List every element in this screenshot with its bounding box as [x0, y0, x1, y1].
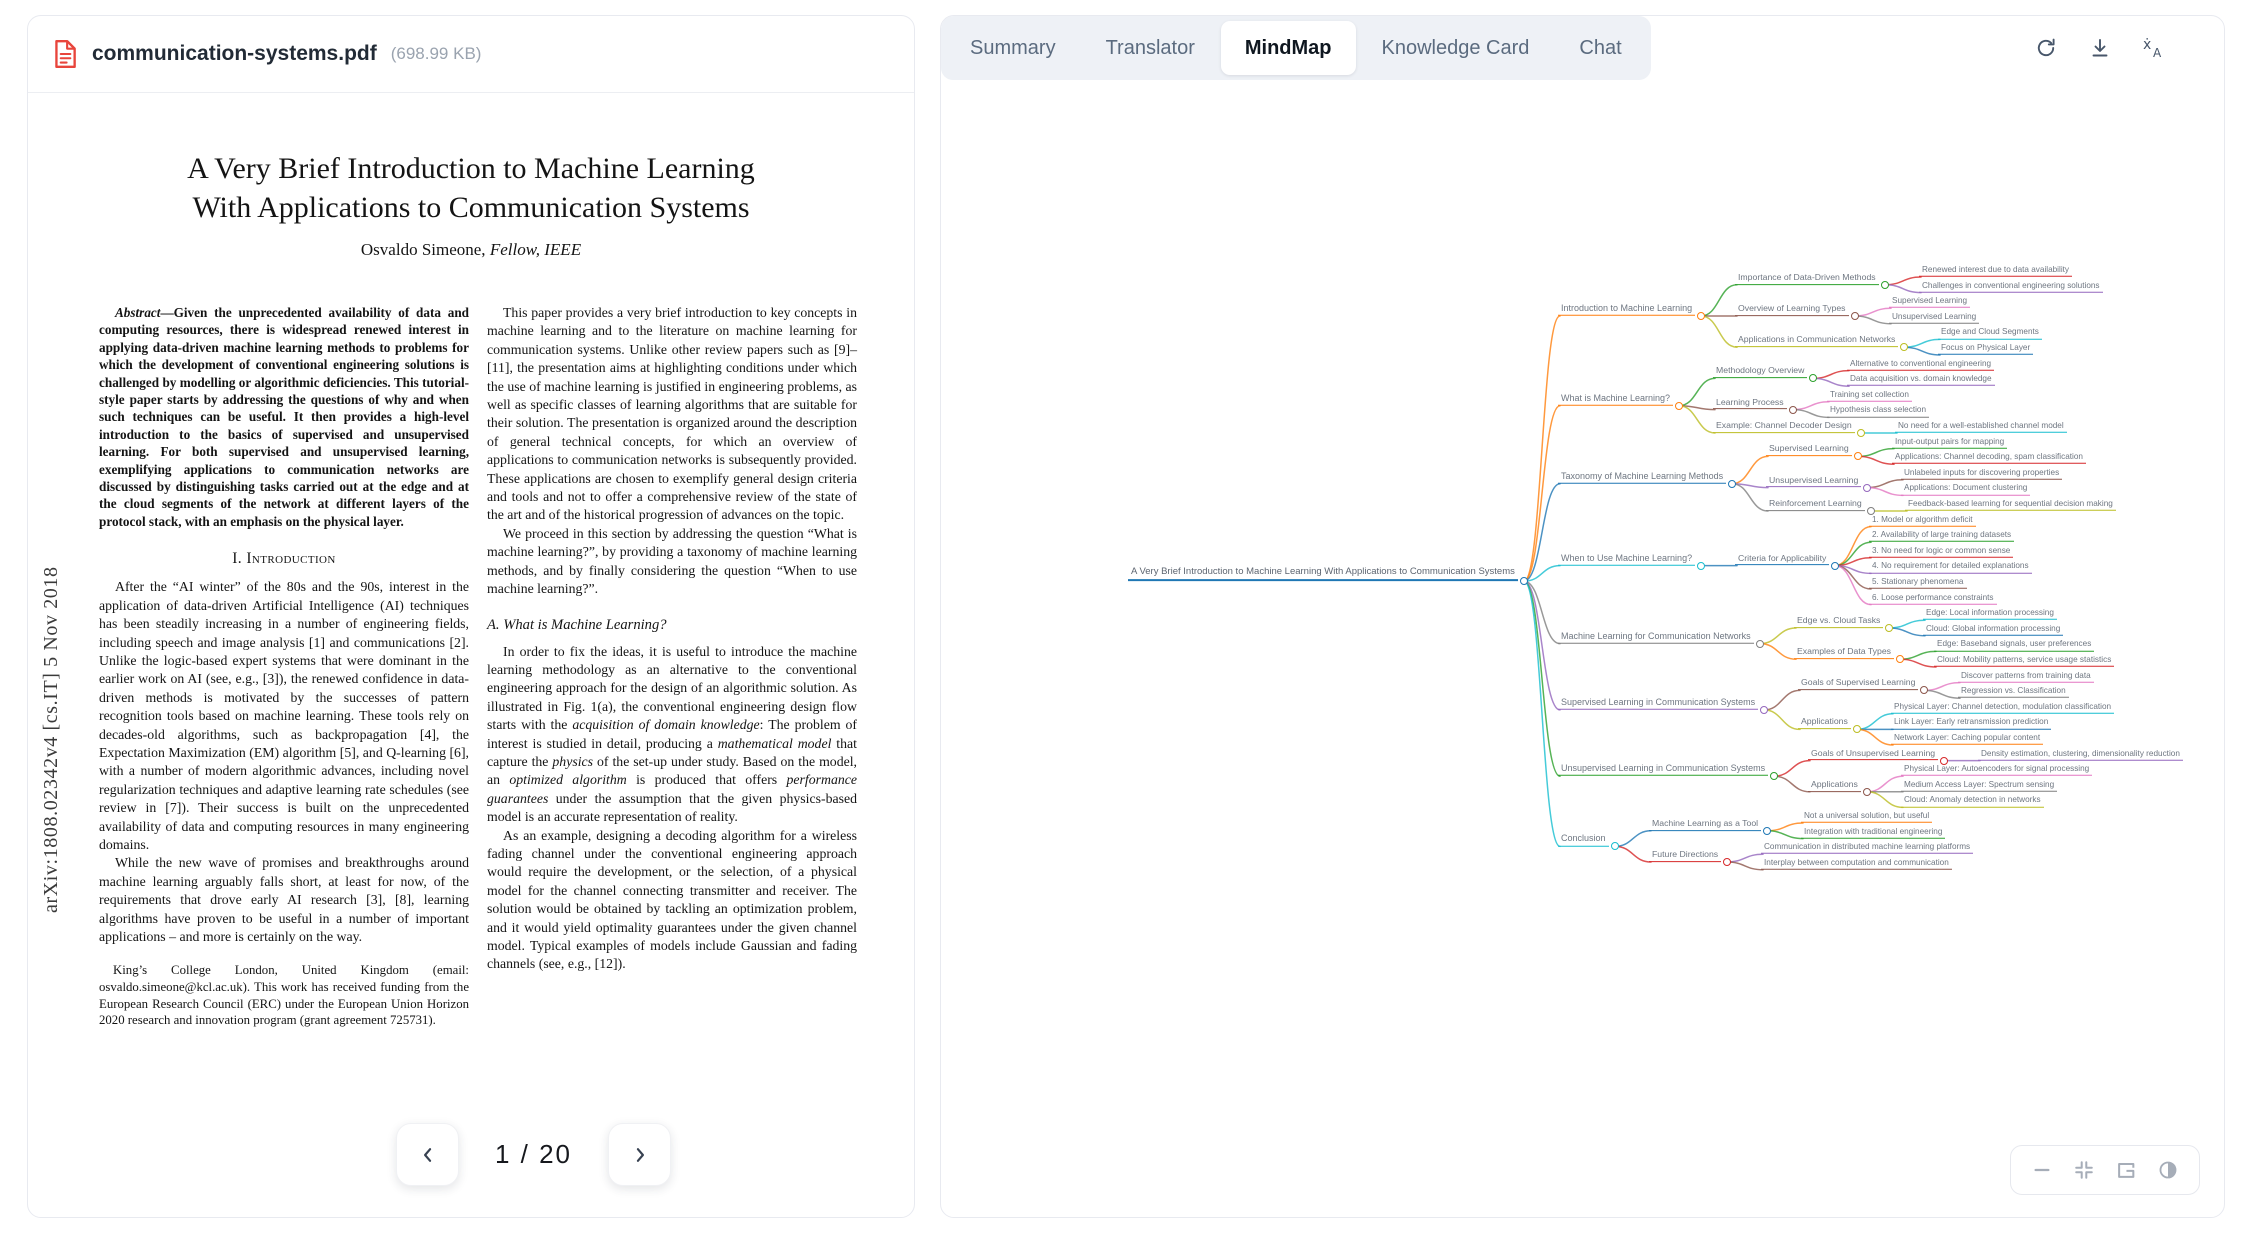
- mindmap-node[interactable]: Applications: Document clustering: [1901, 483, 2030, 495]
- mindmap-node[interactable]: Data acquisition vs. domain knowledge: [1847, 374, 1995, 386]
- pdf-page: [28, 93, 914, 1217]
- contrast-icon[interactable]: [2157, 1159, 2179, 1181]
- mindmap-node[interactable]: Methodology Overview: [1713, 366, 1807, 379]
- mindmap-node[interactable]: Supervised Learning in Communication Systems: [1558, 697, 1758, 710]
- mindmap-node[interactable]: Reinforcement Learning: [1766, 498, 1865, 511]
- chevron-right-icon: [630, 1145, 650, 1165]
- mindmap-node[interactable]: Interplay between computation and communication: [1761, 858, 1952, 870]
- mindmap-node[interactable]: Feedback-based learning for sequential decision making: [1905, 499, 2116, 511]
- paper-column-right: [487, 304, 857, 1029]
- svg-text:A: A: [2153, 46, 2162, 60]
- mindmap-node[interactable]: Not a universal solution, but useful: [1801, 811, 1932, 823]
- mindmap-node[interactable]: Machine Learning as a Tool: [1649, 818, 1761, 831]
- mindmap-collapse-dot[interactable]: [1789, 406, 1797, 414]
- mindmap-collapse-dot[interactable]: [1863, 788, 1871, 796]
- mindmap-node[interactable]: Edge and Cloud Segments: [1938, 327, 2042, 339]
- mindmap-node[interactable]: Regression vs. Classification: [1958, 686, 2069, 698]
- mindmap-node[interactable]: Integration with traditional engineering: [1801, 826, 1945, 838]
- mindmap-collapse-dot[interactable]: [1723, 858, 1731, 866]
- page-number-indicator: 1 / 20: [494, 1139, 573, 1169]
- mindmap-node[interactable]: 4. No requirement for detailed explanations: [1869, 561, 2032, 573]
- tab-chat[interactable]: Chat: [1579, 36, 1622, 59]
- mindmap-node[interactable]: Unsupervised Learning in Communication Systems: [1558, 763, 1768, 776]
- mindmap-collapse-dot[interactable]: [1851, 312, 1859, 320]
- tab-knowledge-card[interactable]: Knowledge Card: [1381, 36, 1530, 59]
- mindmap-node[interactable]: Applications: [1808, 779, 1861, 792]
- mindmap-node[interactable]: 2. Availability of large training datasets: [1869, 530, 2014, 542]
- mindmap-collapse-dot[interactable]: [1863, 484, 1871, 492]
- mindmap-collapse-dot[interactable]: [1885, 624, 1893, 632]
- mindmap-node[interactable]: 1. Model or algorithm deficit: [1869, 514, 1976, 526]
- next-page-button[interactable]: [608, 1123, 671, 1186]
- mindmap-node[interactable]: Hypothesis class selection: [1827, 405, 1929, 417]
- mindmap-root-node[interactable]: A Very Brief Introduction to Machine Learning With Applications to Communication Systems: [1128, 566, 1518, 581]
- mindmap-collapse-dot[interactable]: [1831, 562, 1839, 570]
- mindmap-node[interactable]: Overview of Learning Types: [1735, 303, 1849, 316]
- intro-paragraph-1: After the “AI winter” of the 80s and the 90s, interest in the application of data-driven Artificial Intelligence (AI) techniques has been steadily increasing in a number of engineering fields, including speech and image analysis [1] and communications [2]. Unlike the logic-based expert systems that were dominant in the earlier work on AI (see, e.g., [3]), the renewed confidence in data-driven methods is motivated by the successes of pattern recognition tools based on machine learning. These tools rely on decades-old algorithms, such as backpropagation [4], the Expectation Maximization (EM) algorithm [5], and Q-learning [6], with a number of modern algorithmic advances, including novel regularization techniques and adaptive learning rate schedules (see review in [7]). Their success is built on the unprecedented availability of data and computing resources in many engineering domains.: [99, 579, 469, 852]
- paper-title-line1: A Very Brief Introduction to Machine Learning: [187, 152, 755, 185]
- frame-icon[interactable]: [2115, 1159, 2137, 1181]
- tab-summary[interactable]: Summary: [970, 36, 1056, 59]
- mindmap-node[interactable]: Edge: Baseband signals, user preferences: [1934, 639, 2094, 651]
- pdf-viewer-panel: [27, 15, 915, 1218]
- paper-column-left: [99, 304, 469, 1029]
- paper-columns: [99, 304, 857, 1029]
- col2-paragraph-1: This paper provides a very brief introduction to key concepts in machine learning and to the literature on machine learning for communication systems. Unlike other review papers such as [9]–[11], the presentation aims at highlighting conditions under which the use of machine learning is justified in engineering problems, as well as specific classes of learning algorithms that are suitable for their solution. The presentation is organized around the description of general technical concepts, for which an overview of applications to communication networks is subsequently provided. These applications are chosen to exemplify general design criteria and tools and not to offer a comprehensive review of the state of the art and of the historical progression of advances on the topic.: [487, 305, 857, 523]
- mindmap-node[interactable]: Challenges in conventional engineering solutions: [1919, 280, 2103, 292]
- paper-author: Osvaldo Simeone, Fellow, IEEE: [360, 240, 582, 259]
- mindmap-node[interactable]: Future Directions: [1649, 849, 1721, 862]
- mindmap-node[interactable]: Medium Access Layer: Spectrum sensing: [1901, 780, 2057, 792]
- mindmap-node[interactable]: Discover patterns from training data: [1958, 670, 2094, 682]
- mindmap-node[interactable]: Importance of Data-Driven Methods: [1735, 272, 1879, 285]
- mindmap-node[interactable]: Supervised Learning: [1766, 444, 1852, 457]
- mindmap-node[interactable]: 6. Loose performance constraints: [1869, 592, 1997, 604]
- col2-paragraph-4: As an example, designing a decoding algorithm for a wireless fading channel under the conventional engineering approach would require the development, or the selection, of a physical model for the channel connecting transmitter and receiver. The solution would be obtained by tackling an optimization problem, and it would yield optimality guarantees under the given channel model. Typical examples of models include Gaussian and fading channels (see, e.g., [12]).: [487, 827, 857, 972]
- mindmap-toolbar: [2010, 1145, 2200, 1195]
- file-name: communication-systems.pdf: [92, 42, 377, 65]
- mindmap-node[interactable]: Cloud: Anomaly detection in networks: [1901, 795, 2044, 807]
- mindmap-node[interactable]: Supervised Learning: [1889, 296, 1970, 308]
- mindmap-collapse-dot[interactable]: [1728, 480, 1736, 488]
- mindmap-collapse-dot[interactable]: [1763, 827, 1771, 835]
- intro-paragraph-2: While the new wave of promises and breakthroughs around machine learning arguably falls short, at least for now, of the requirements that drove early AI research [3], [8], learning algorithms have proven to be useful in a number of important applications – and more is certainly on the way.: [99, 855, 469, 944]
- mindmap-node[interactable]: Input-output pairs for mapping: [1892, 436, 2007, 448]
- mindmap-collapse-dot[interactable]: [1697, 562, 1705, 570]
- paper-title: [28, 149, 914, 227]
- mindmap-node[interactable]: Goals of Supervised Learning: [1798, 678, 1918, 691]
- section-heading-introduction: I. Introduction: [232, 550, 336, 568]
- tab-translator[interactable]: Translator: [1105, 36, 1195, 59]
- previous-page-button[interactable]: [396, 1123, 459, 1186]
- mindmap-collapse-dot[interactable]: [1881, 281, 1889, 289]
- mindmap-node[interactable]: Applications: Channel decoding, spam classification: [1892, 452, 2086, 464]
- mindmap-node[interactable]: Edge: Local information processing: [1923, 608, 2057, 620]
- mindmap-node[interactable]: Training set collection: [1827, 390, 1912, 402]
- mindmap-node[interactable]: Edge vs. Cloud Tasks: [1794, 615, 1883, 628]
- mindmap-node[interactable]: Unsupervised Learning: [1766, 475, 1861, 488]
- mindmap-collapse-dot[interactable]: [1857, 429, 1865, 437]
- mindmap-node[interactable]: Cloud: Mobility patterns, service usage statistics: [1934, 655, 2114, 667]
- paper-footnote: King’s College London, United Kingdom (email: osvaldo.simeone@kcl.ac.uk). This work has received funding from the European Research Council (ERC) under the European Union Horizon 2020 research and innovation program (grant agreement 725731).: [99, 963, 469, 1028]
- mindmap-node[interactable]: Physical Layer: Channel detection, modulation classification: [1891, 702, 2114, 714]
- fit-view-icon[interactable]: [2073, 1159, 2095, 1181]
- svg-text:ẋ: ẋ: [2143, 37, 2152, 53]
- arxiv-sidebar-text: arXiv:1808.02342v4 [cs.IT] 5 Nov 2018: [40, 566, 62, 913]
- mindmap-node[interactable]: Machine Learning for Communication Networks: [1558, 630, 1754, 643]
- pdf-file-header: [28, 16, 914, 93]
- mindmap-node[interactable]: Goals of Unsupervised Learning: [1808, 748, 1938, 761]
- paper-abstract: Abstract—Given the unprecedented availability of data and computing resources, there is widespread renewed interest in applying data-driven machine learning methods to problems for which the development of conventional engineering solutions is challenged by modelling or algorithmic deficiencies. This tutorial-style paper starts by addressing the questions of why and when such techniques can be useful. It then provides a high-level introduction to the basics of supervised and unsupervised learning. For both supervised and unsupervised learning, exemplifying applications to communication networks are discussed by distinguishing tasks carried out at the edge and at the cloud segments of the network at different layers of the protocol stack, with an emphasis on the physical layer.: [99, 305, 469, 529]
- mindmap-node[interactable]: 3. No need for logic or common sense: [1869, 546, 2013, 558]
- mindmap-node[interactable]: Unsupervised Learning: [1889, 312, 1979, 324]
- mindmap-node[interactable]: Link Layer: Early retransmission prediction: [1891, 717, 2051, 729]
- subsection-heading: A. What is Machine Learning?: [487, 616, 667, 633]
- pdf-document-icon: [52, 39, 78, 69]
- col2-paragraph-2: We proceed in this section by addressing the question “What is machine learning?”, by providing a taxonomy of machine learning methods, and by finally considering the question “When to use machine learning?”.: [487, 525, 857, 597]
- mindmap-node[interactable]: Renewed interest due to data availability: [1919, 265, 2072, 277]
- tab-mindmap[interactable]: MindMap: [1221, 21, 1356, 75]
- mindmap-collapse-dot[interactable]: [1760, 706, 1768, 714]
- file-size: (698.99 KB): [390, 44, 482, 63]
- paper-title-line2: With Applications to Communication Systems: [192, 191, 750, 224]
- mindmap-node[interactable]: Focus on Physical Layer: [1938, 343, 2033, 355]
- mindmap-node[interactable]: Alternative to conventional engineering: [1847, 358, 1994, 370]
- mindmap-node[interactable]: Network Layer: Caching popular content: [1891, 733, 2043, 745]
- mindmap-node[interactable]: Communication in distributed machine learning platforms: [1761, 842, 1973, 854]
- mindmap-node[interactable]: Criteria for Applicability: [1735, 553, 1829, 566]
- chevron-left-icon: [418, 1145, 438, 1165]
- mindmap-node[interactable]: Example: Channel Decoder Design: [1713, 420, 1855, 433]
- zoom-out-icon[interactable]: [2031, 1159, 2053, 1181]
- mindmap-node[interactable]: When to Use Machine Learning?: [1558, 552, 1695, 565]
- mindmap-node[interactable]: Density estimation, clustering, dimensionality reduction: [1978, 748, 2183, 760]
- mindmap-canvas[interactable]: [941, 16, 2224, 1217]
- mindmap-node[interactable]: 5. Stationary phenomena: [1869, 577, 1967, 589]
- mindmap-collapse-dot[interactable]: [1697, 312, 1705, 320]
- mindmap-node[interactable]: No need for a well-established channel model: [1895, 421, 2067, 433]
- mindmap-collapse-dot[interactable]: [1756, 640, 1764, 648]
- mindmap-collapse-dot[interactable]: [1675, 402, 1683, 410]
- mindmap-node[interactable]: Taxonomy of Machine Learning Methods: [1558, 470, 1726, 483]
- mindmap-node[interactable]: Applications in Communication Networks: [1735, 334, 1898, 347]
- mindmap-node[interactable]: Applications: [1798, 717, 1851, 730]
- mindmap-node[interactable]: Unlabeled inputs for discovering properties: [1901, 468, 2062, 480]
- mindmap-node[interactable]: Learning Process: [1713, 397, 1787, 410]
- mindmap-node[interactable]: Introduction to Machine Learning: [1558, 303, 1695, 316]
- mindmap-node[interactable]: Conclusion: [1558, 833, 1609, 846]
- analysis-panel: [940, 15, 2225, 1218]
- mindmap-node[interactable]: Examples of Data Types: [1794, 646, 1894, 659]
- mindmap-node[interactable]: Physical Layer: Autoencoders for signal processing: [1901, 764, 2092, 776]
- mindmap-node[interactable]: What is Machine Learning?: [1558, 392, 1673, 405]
- col2-paragraph-3: In order to fix the ideas, it is useful to introduce the machine learning methodology as an alternative to the conventional engineering approach for the design of an algorithmic solution. As illustrated in Fig. 1(a), the conventional engineering design flow starts with the acquisition of domain knowledge: The problem of interest is studied in detail, producing a mathematical model that capture the physics of the set-up under study. Based on the model, an optimized algorithm is produced that offers performance guarantees under the assumption that the given physics-based model is an accurate representation of reality.: [487, 643, 858, 825]
- page-navigation: [391, 1118, 676, 1191]
- mindmap-node[interactable]: Cloud: Global information processing: [1923, 624, 2063, 636]
